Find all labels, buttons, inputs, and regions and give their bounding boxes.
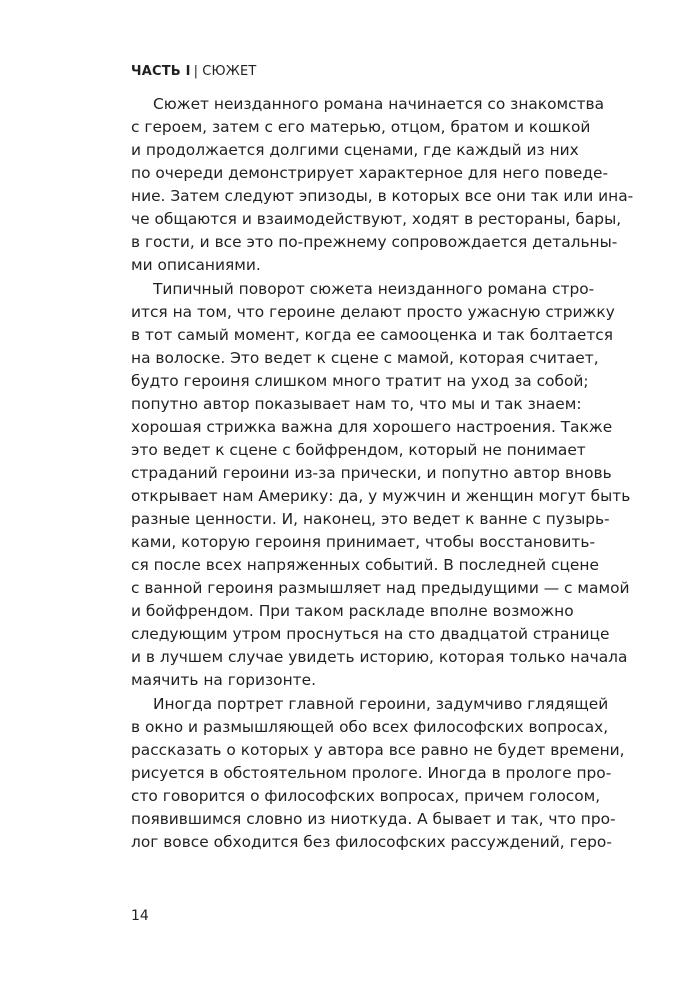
text-line: ится на том, что героине делают просто ужасную стрижку [131, 303, 615, 321]
text-line: будто героиня слишком много тратит на уход за собой; [131, 372, 589, 390]
text-line: лог вовсе обходится без философских рассуждений, геро- [131, 833, 612, 851]
text-line: в гости, и все это по-прежнему сопровождается детальны- [131, 233, 618, 251]
running-head-part: ЧАСТЬ I [131, 64, 191, 79]
text-line: ками, которую героиня принимает, чтобы восстановить- [131, 533, 596, 551]
text-line: че общаются и взаимодействуют, ходят в рестораны, бары, [131, 210, 622, 228]
running-head [131, 64, 257, 79]
text-line: ние. Затем следуют эпизоды, в которых все они так или ина- [131, 187, 634, 205]
text-line: рассказать о которых у автора все равно не будет времени, [131, 741, 625, 759]
text-line: ся после всех напряженных событий. В последней сцене [131, 556, 599, 574]
text-line: ми описаниями. [131, 256, 261, 274]
text-line: следующим утром проснуться на сто двадцатой странице [131, 625, 610, 643]
text-line: страданий героини из-за прически, и попутно автор вновь [131, 464, 612, 482]
page-number: 14 [131, 908, 149, 924]
text-line: маячить на горизонте. [131, 671, 316, 689]
text-line: сто говорится о философских вопросах, причем голосом, [131, 787, 601, 805]
text-line: Сюжет неизданного романа начинается со знакомства [153, 95, 605, 113]
text-line: в тот самый момент, когда ее самооценка и так болтается [131, 326, 614, 344]
running-head-chapter: СЮЖЕТ [202, 64, 257, 79]
text-line: на волоске. Это ведет к сцене с мамой, которая считает, [131, 349, 599, 367]
text-line: с ванной героиня размышляет над предыдущими — с мамой [131, 579, 630, 597]
body-text [131, 93, 634, 854]
text-line: в окно и размышляющей обо всех философских вопросах, [131, 718, 609, 736]
text-line: хорошая стрижка важна для хорошего настроения. Также [131, 418, 613, 436]
text-line: попутно автор показывает нам то, что мы и так знаем: [131, 395, 582, 413]
text-line: открывает нам Америку: да, у мужчин и женщин могут быть [131, 487, 631, 505]
running-head-separator: | [193, 64, 199, 79]
text-line: появившимся словно из ниоткуда. А бывает и так, что про- [131, 810, 616, 828]
text-line: по очереди демонстрирует характерное для него поведе- [131, 164, 609, 182]
text-line: разные ценности. И, наконец, это ведет к ванне с пузырь- [131, 510, 610, 528]
text-line: Типичный поворот сюжета неизданного романа стро- [153, 280, 595, 298]
text-line: рисуется в обстоятельном прологе. Иногда в прологе про- [131, 764, 612, 782]
text-line: и бойфрендом. При таком раскладе вполне возможно [131, 602, 574, 620]
text-line: Иногда портрет главной героини, задумчиво глядящей [153, 695, 609, 713]
text-line: это ведет к сцене с бойфрендом, который не понимает [131, 441, 586, 459]
text-line: с героем, затем с его матерью, отцом, братом и кошкой [131, 118, 591, 136]
text-line: и в лучшем случае увидеть историю, которая только начала [131, 648, 628, 666]
text-line: и продолжается долгими сценами, где каждый из них [131, 141, 579, 159]
